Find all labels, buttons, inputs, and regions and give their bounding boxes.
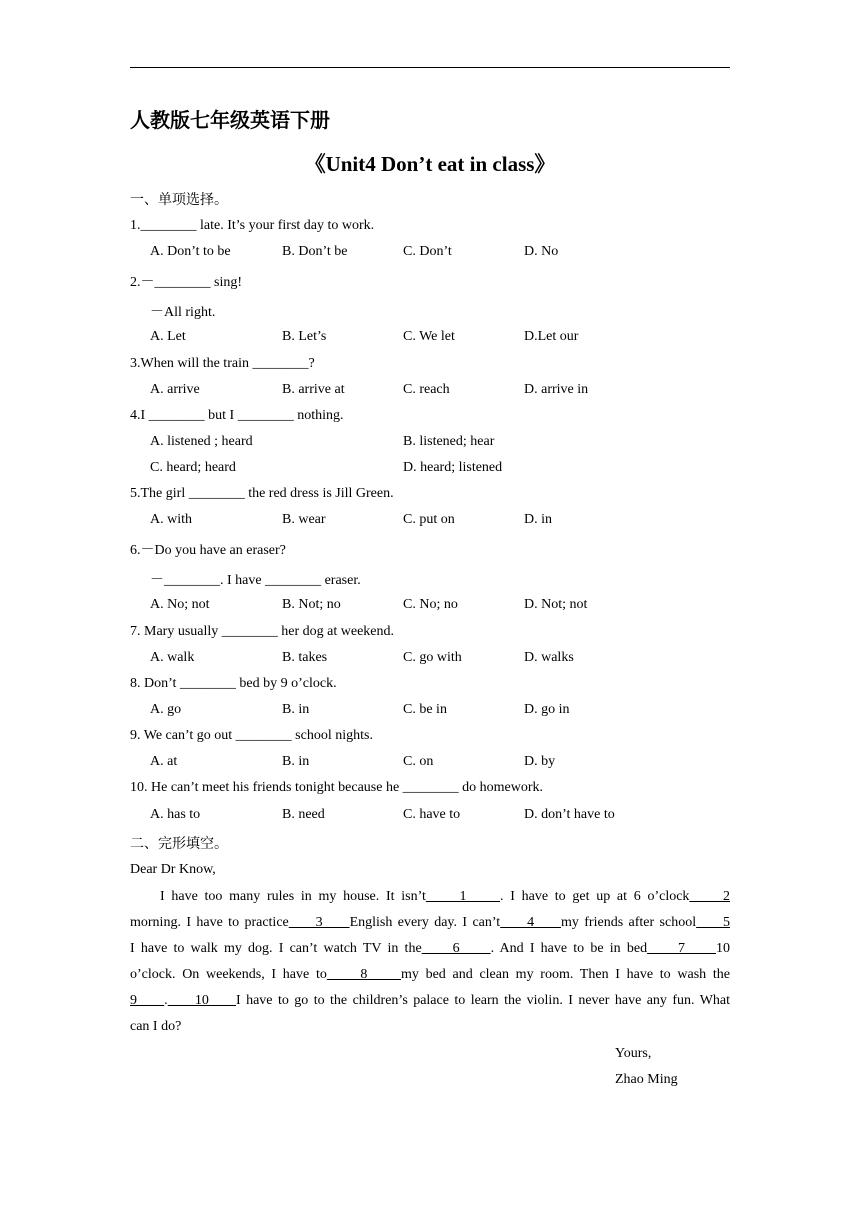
question-stem: 8. Don’t ________ bed by 9 o’clock. [130, 676, 337, 691]
passage-line: 9 . 10 I have to go to the children’s palace to learn the violin. I never have any fun. What [130, 993, 731, 1008]
passage-line: morning. I have to practice 3 English every day. I can’t 4 my friends after school 5 [130, 915, 731, 930]
option-b: B. in [282, 702, 310, 717]
passage-line: o’clock. On weekends, I have to 8 my bed and clean my room. Then I have to wash the [130, 967, 730, 982]
option-b: B. takes [282, 650, 328, 665]
option-c: C. be in [403, 702, 447, 717]
question-stem: 2.－________ sing! [130, 275, 242, 290]
question-stem: 5.The girl ________ the red dress is Jill Green. [130, 486, 394, 501]
option-a: A. listened ; heard [150, 434, 253, 449]
blank-4: 4 [500, 915, 561, 930]
blank-7: 7 [647, 941, 716, 956]
question-stem: 10. He can’t meet his friends tonight because he ________ do homework. [130, 780, 544, 795]
option-c: C. We let [403, 329, 455, 344]
option-c: C. have to [403, 807, 461, 822]
letter-greeting: Dear Dr Know, [130, 862, 216, 877]
option-d: D. walks [524, 650, 574, 665]
option-a: A. has to [150, 807, 201, 822]
option-d: D. by [524, 754, 556, 769]
option-a: A. No; not [150, 597, 210, 612]
option-b: B. arrive at [282, 382, 345, 397]
option-b: B. wear [282, 512, 326, 527]
option-a: A. walk [150, 650, 195, 665]
option-a: A. go [150, 702, 182, 717]
cloze-passage [130, 884, 730, 1040]
option-d: D. in [524, 512, 552, 527]
question-stem: 1.________ late. It’s your first day to work. [130, 218, 375, 233]
blank-3: 3 [288, 915, 350, 930]
option-d: D. Not; not [524, 597, 588, 612]
option-d: D.Let our [524, 329, 579, 344]
question-stem: 6.－Do you have an eraser? [130, 543, 286, 558]
question-stem: 7. Mary usually ________ her dog at weekend. [130, 624, 394, 639]
option-b: B. Don’t be [282, 244, 348, 259]
passage-line: I have too many rules in my house. It isn’t 1 . I have to get up at 6 o’clock 2 [160, 889, 730, 904]
option-c: C. heard; heard [150, 460, 236, 475]
header-rule [130, 67, 730, 68]
blank-10: 10 [167, 993, 236, 1008]
option-b: B. need [282, 807, 325, 822]
option-b: B. Not; no [282, 597, 341, 612]
option-a: A. Let [150, 329, 186, 344]
blank-6: 6 [421, 941, 491, 956]
blank-9: 9 [130, 993, 165, 1008]
blank-8: 8 [326, 967, 401, 982]
option-c: C. go with [403, 650, 462, 665]
option-c: C. on [403, 754, 434, 769]
option-d: D. arrive in [524, 382, 589, 397]
passage-line: I have to walk my dog. I can’t watch TV in the 6 . And I have to be in bed 7 10 [130, 941, 730, 956]
option-d: D. go in [524, 702, 570, 717]
blank-2: 2 [689, 889, 730, 904]
option-a: A. Don’t to be [150, 244, 231, 259]
letter-closing: Yours, [615, 1046, 652, 1061]
option-b: B. in [282, 754, 310, 769]
option-a: A. arrive [150, 382, 200, 397]
option-c: C. No; no [403, 597, 458, 612]
passage-line: can I do? [130, 1019, 182, 1034]
question-stem: 4.I ________ but I ________ nothing. [130, 408, 344, 423]
option-d: D. don’t have to [524, 807, 615, 822]
question-stem-reply: －________. I have ________ eraser. [150, 573, 361, 588]
option-b: B. Let’s [282, 329, 327, 344]
question-stem: 3.When will the train ________? [130, 356, 315, 371]
section1-heading: 一、单项选择。 [130, 192, 228, 208]
question-stem: 9. We can’t go out ________ school nights. [130, 728, 373, 743]
option-c: C. Don’t [403, 244, 452, 259]
blank-1: 1 [425, 889, 501, 904]
option-a: A. at [150, 754, 178, 769]
option-b: B. listened; hear [403, 434, 495, 449]
option-d: D. No [524, 244, 559, 259]
section2-heading: 二、完形填空。 [130, 836, 228, 852]
document-title: 人教版七年级英语下册 [130, 108, 330, 132]
question-stem-reply: －All right. [150, 305, 216, 320]
letter-signature: Zhao Ming [615, 1072, 678, 1087]
unit-title: 《Unit4 Don’t eat in class》 [304, 152, 556, 176]
option-d: D. heard; listened [403, 460, 503, 475]
option-a: A. with [150, 512, 192, 527]
blank-5: 5 [696, 915, 731, 930]
option-c: C. reach [403, 382, 450, 397]
option-c: C. put on [403, 512, 455, 527]
